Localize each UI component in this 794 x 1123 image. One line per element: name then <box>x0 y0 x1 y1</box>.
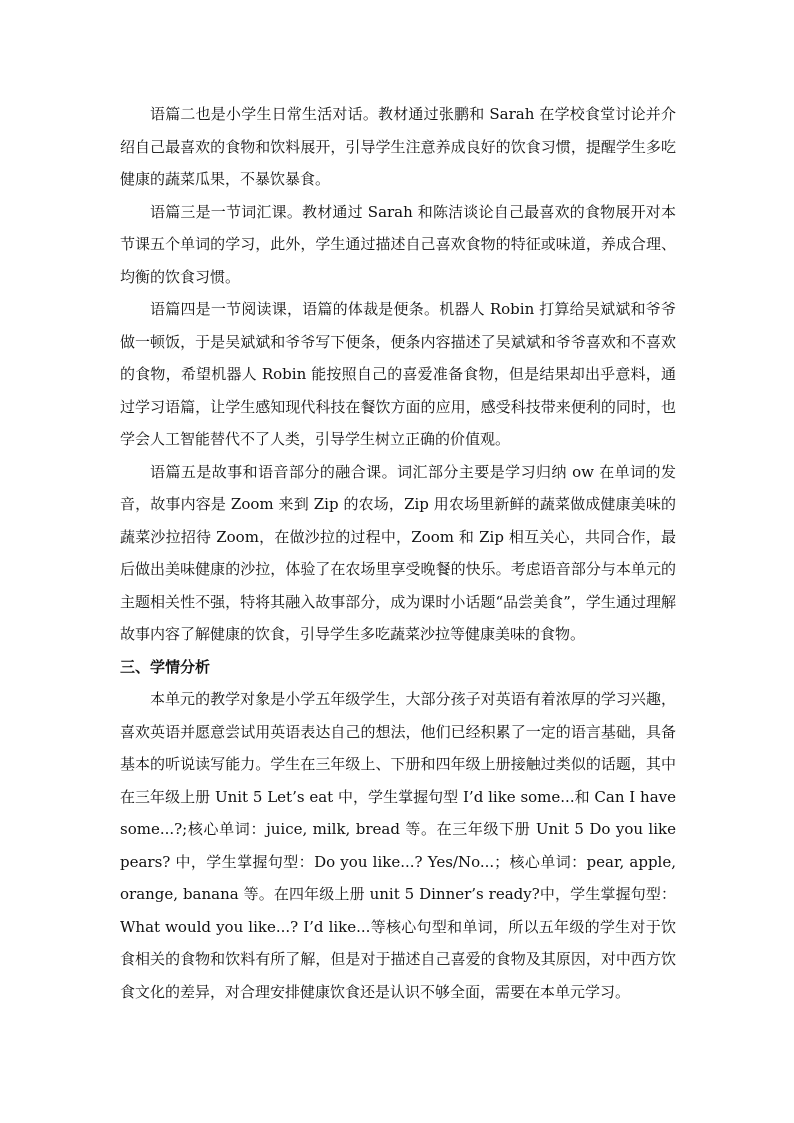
document-body <box>120 98 676 1008</box>
paragraph-text-2: 语篇二也是小学生日常生活对话。教材通过张鹏和 Sarah 在学校食堂讨论并介绍自己最喜欢的食物和饮料展开，引导学生注意养成良好的饮食习惯，提醒学生多吃健康的蔬菜瓜果，不暴饮暴食。 <box>120 105 676 188</box>
paragraph-text-4: 语篇四是一节阅读课，语篇的体裁是便条。机器人 Robin 打算给吴斌斌和爷爷做一顿饭，于是吴斌斌和爷爷写下便条，便条内容描述了吴斌斌和爷爷喜欢和不喜欢的食物，希望机器人 Robin 能按照自己的喜爱准备食物，但是结果却出乎意料，通过学习语篇，让学生感知现代科技在餐饮方面的应用，感受科技带来便利的同时，也学会人工智能替代不了人类，引导学生树立正确的价值观。 <box>120 300 676 448</box>
paragraph-learner-analysis: 本单元的教学对象是小学五年级学生，大部分孩子对英语有着浓厚的学习兴趣，喜欢英语并愿意尝试用英语表达自己的想法，他们已经积累了一定的语言基础，具备基本的听说读写能力。学生在三年级上、下册和四年级上册接触过类似的话题，其中在三年级上册 Unit 5 Let’s eat 中，学生掌握句型 I’d like some...和 Can I have some...?;核心单词：juice, milk, bread 等。在三年级下册 Unit 5 Do you like pears? 中，学生掌握句型：Do you like...? Yes/No...；核心单词：pear, apple, orange, banana 等。在四年级上册 unit 5 Dinner’s ready?中，学生掌握句型：What would you like...? I’d like...等核心句型和单词，所以五年级的学生对于饮食相关的食物和饮料有所了解，但是对于描述自己喜爱的食物及其原因，对中西方饮食文化的差异，对合理安排健康饮食还是认识不够全面，需要在本单元学习。 <box>120 690 676 1001</box>
paragraph-text-5: 语篇五是故事和语音部分的融合课。词汇部分主要是学习归纳 ow 在单词的发音，故事内容是 Zoom 来到 Zip 的农场，Zip 用农场里新鲜的蔬菜做成健康美味的蔬菜沙拉招待 Zoom，在做沙拉的过程中，Zoom 和 Zip 相互关心，共同合作，最后做出美味健康的沙拉，体验了在农场里享受晚餐的快乐。考虑语音部分与本单元的主题相关性不强，特将其融入故事部分，成为课时小话题“品尝美食”，学生通过理解故事内容了解健康的饮食，引导学生多吃蔬菜沙拉等健康美味的食物。 <box>120 462 676 643</box>
section-heading: 三、学情分析 <box>120 657 211 676</box>
paragraph-text-3: 语篇三是一节词汇课。教材通过 Sarah 和陈洁谈论自己最喜欢的食物展开对本节课五个单词的学习，此外，学生通过描述自己喜欢食物的特征或味道，养成合理、均衡的饮食习惯。 <box>120 202 676 286</box>
